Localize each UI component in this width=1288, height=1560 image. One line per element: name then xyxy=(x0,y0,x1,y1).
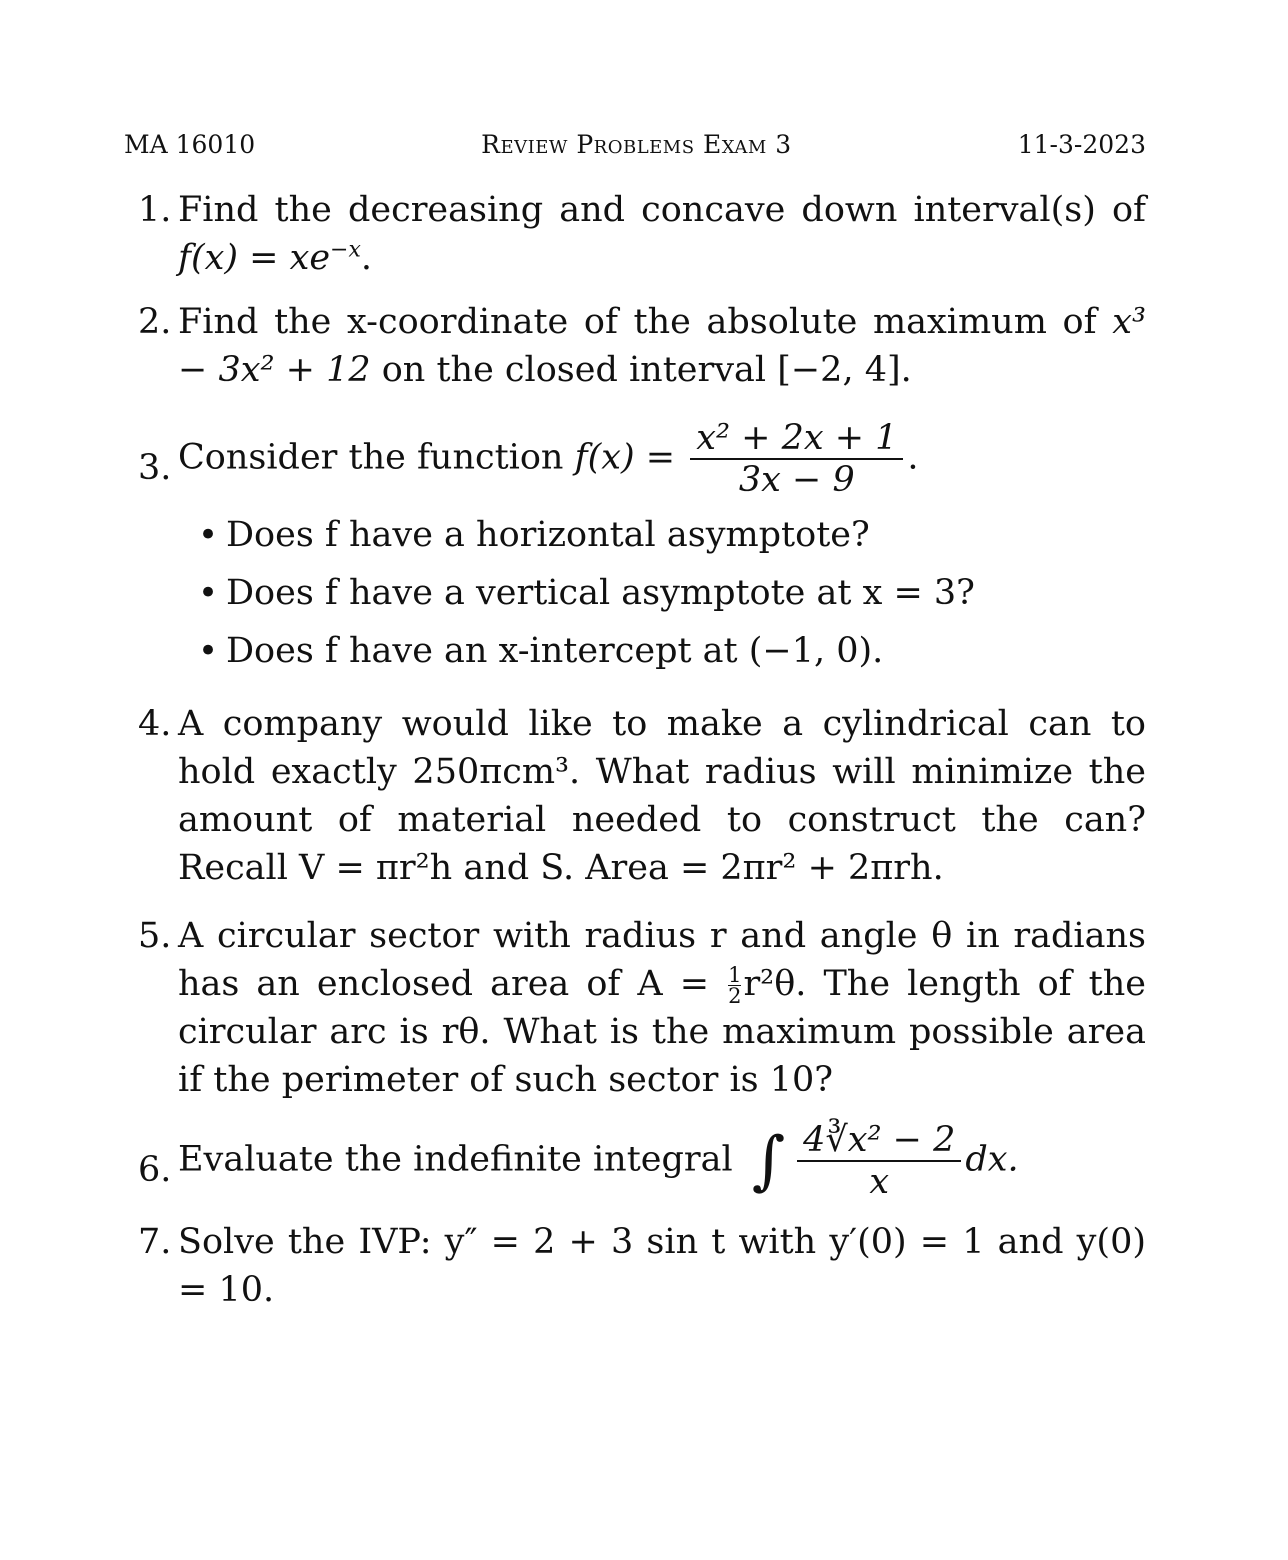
numerator: x² + 2x + 1 xyxy=(696,418,898,458)
problem-number: 5. xyxy=(138,916,172,956)
problem-number: 3. xyxy=(138,448,172,488)
list-item: • Does f have a horizontal asymptote? xyxy=(178,506,1146,564)
integrand xyxy=(797,1120,961,1202)
problem-list xyxy=(124,186,1146,1330)
problem-1 xyxy=(124,186,1146,282)
denominator: 3x − 9 xyxy=(690,458,903,500)
problem-5 xyxy=(124,912,1146,1104)
problem-text-end: . xyxy=(360,238,373,278)
list-item: • Does f have an x-intercept at (−1, 0). xyxy=(178,622,1146,680)
math-expression: x³ − 3x² + 12 xyxy=(178,302,1146,390)
problem-7 xyxy=(124,1218,1146,1314)
problem-text: Consider the function xyxy=(178,437,575,478)
problem-number: 4. xyxy=(138,704,172,744)
fraction-numerator: 1 xyxy=(728,963,742,987)
exponent: −x xyxy=(330,237,361,263)
problem-3: 3. Consider the function f(x) = $\frac{\text{x² + 2x + 1}}{3x - 9}$ . • Does f have a horizontal asymptote? • Does f have a vertical asymptote at x = 3? • Does f have an x-intercept at (−1, 0). xyxy=(124,418,1146,680)
list-item: • Does f have a vertical asymptote at x = 3? xyxy=(178,564,1146,622)
problem-number: 7. xyxy=(138,1222,172,1262)
problem-text: Evaluate the indefinite integral xyxy=(178,1139,744,1180)
document-title: Review Problems Exam 3 xyxy=(481,130,792,159)
bullet-list xyxy=(178,506,1146,680)
problem-text-end: on the closed interval [−2, 4]. xyxy=(370,350,912,390)
one-half-fraction xyxy=(728,965,741,1006)
page-header xyxy=(124,130,1146,164)
fraction-denominator: 2 xyxy=(728,984,742,1008)
problem-2 xyxy=(124,298,1146,394)
math-lhs: f(x) = xyxy=(574,437,676,478)
differential: dx. xyxy=(965,1139,1019,1180)
course-code: MA 16010 xyxy=(124,130,256,159)
problem-text-end: r²θ. The length of the circular arc is rθ. What is the maximum possible area if the perimeter of such sector is 10? xyxy=(178,964,1146,1100)
problem-text: Find the decreasing and concave down interval(s) of xyxy=(178,190,1146,230)
problem-text: A company would like to make a cylindrical can to hold exactly 250πcm³. What radius will minimize the amount of material needed to construct the can? Recall V = πr²h and S. Area = 2πr² + 2πrh. xyxy=(178,704,1146,888)
integrand-denominator: x xyxy=(797,1160,961,1202)
problem-number: 2. xyxy=(138,302,172,342)
exam-page xyxy=(124,0,1146,1560)
rational-function xyxy=(690,418,903,500)
problem-text: A circular sector with radius r and angle θ in radians has an enclosed area of A = xyxy=(178,916,1146,1004)
integrand-numerator: 4∛x² − 2 xyxy=(803,1120,956,1160)
problem-text: Find the x-coordinate of the absolute maximum of xyxy=(178,302,1113,342)
problem-6 xyxy=(124,1120,1146,1202)
problem-4 xyxy=(124,700,1146,892)
problem-text: Solve the IVP: y″ = 2 + 3 sin t with y′(0) = 1 and y(0) = 10. xyxy=(178,1222,1146,1310)
math-expression: f(x) = xe xyxy=(178,238,331,278)
problem-number: 6. xyxy=(138,1150,172,1190)
document-date: 11-3-2023 xyxy=(1017,130,1146,159)
problem-number: 1. xyxy=(138,190,172,230)
integral-sign: ∫ xyxy=(751,1124,786,1198)
